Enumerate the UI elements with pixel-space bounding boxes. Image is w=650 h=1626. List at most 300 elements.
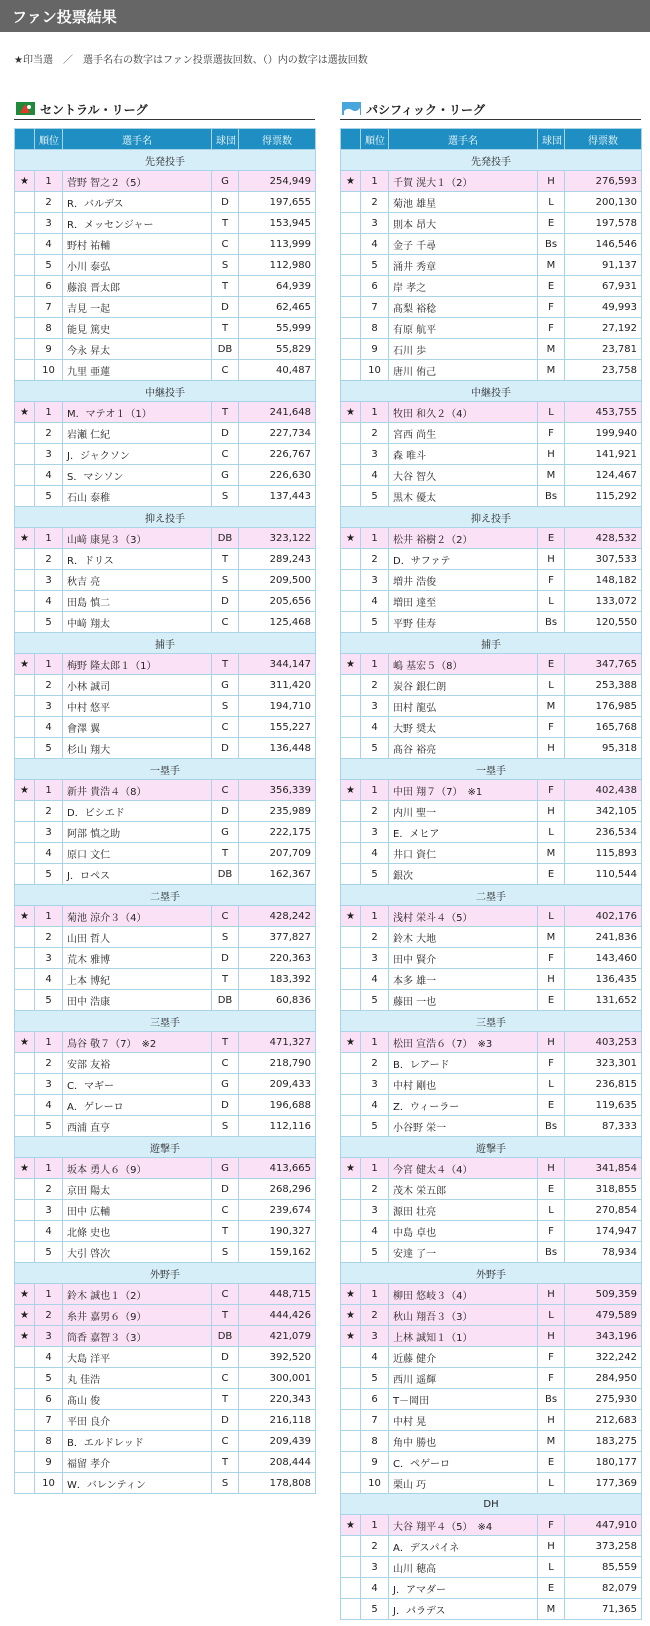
table-row <box>341 927 642 948</box>
votes-cell: 216,118 <box>239 1410 316 1431</box>
rank-cell: 6 <box>361 276 389 297</box>
elected-mark: ★ <box>341 906 361 927</box>
votes-cell: 428,532 <box>565 528 642 549</box>
elected-mark <box>341 549 361 570</box>
rank-cell: 3 <box>35 822 63 843</box>
votes-cell: 141,921 <box>565 444 642 465</box>
player-name: 大引 啓次 <box>63 1242 212 1263</box>
votes-cell: 115,292 <box>565 486 642 507</box>
votes-cell: 208,444 <box>239 1452 316 1473</box>
table-row <box>341 780 642 801</box>
player-name: 黒木 優太 <box>389 486 538 507</box>
player-name: 松田 宣浩６（7） ※3 <box>389 1032 538 1053</box>
player-name: 坂本 勇人６（9） <box>63 1158 212 1179</box>
position-row <box>341 1263 642 1284</box>
table-row <box>15 528 316 549</box>
player-name: 山﨑 康晃３（3） <box>63 528 212 549</box>
elected-mark <box>15 1431 35 1452</box>
rank-cell: 9 <box>35 1452 63 1473</box>
player-name: 福留 孝介 <box>63 1452 212 1473</box>
player-name: 藤浪 晋太郎 <box>63 276 212 297</box>
team-cell: C <box>212 234 239 255</box>
player-name: 嶋 基宏５（8） <box>389 654 538 675</box>
table-row <box>341 1452 642 1473</box>
player-name: 髙谷 裕亮 <box>389 738 538 759</box>
elected-mark <box>15 927 35 948</box>
votes-cell: 124,467 <box>565 465 642 486</box>
votes-cell: 27,192 <box>565 318 642 339</box>
table-row <box>341 339 642 360</box>
player-name: 丸 佳浩 <box>63 1368 212 1389</box>
rank-cell: 2 <box>35 192 63 213</box>
position-label: 捕手 <box>15 633 316 654</box>
team-cell: DB <box>212 864 239 885</box>
team-cell: E <box>538 864 565 885</box>
league-title: パシフィック・リーグ <box>366 103 486 117</box>
team-cell: DB <box>212 990 239 1011</box>
table-row <box>341 675 642 696</box>
team-cell: D <box>212 192 239 213</box>
rank-cell: 5 <box>361 1599 389 1620</box>
team-cell: T <box>212 1452 239 1473</box>
team-cell: M <box>538 1431 565 1452</box>
votes-cell: 146,546 <box>565 234 642 255</box>
rank-cell: 2 <box>35 801 63 822</box>
votes-cell: 289,243 <box>239 549 316 570</box>
team-cell: E <box>538 1578 565 1599</box>
rank-cell: 4 <box>361 969 389 990</box>
position-label: 遊撃手 <box>15 1137 316 1158</box>
rank-cell: 8 <box>361 318 389 339</box>
position-label: 捕手 <box>341 633 642 654</box>
player-name: 今宮 健太４（4） <box>389 1158 538 1179</box>
central-results-table <box>14 128 316 1494</box>
rank-cell: 9 <box>361 1452 389 1473</box>
position-row <box>341 150 642 171</box>
table-header-row <box>15 129 316 150</box>
elected-mark <box>15 192 35 213</box>
votes-cell: 421,079 <box>239 1326 316 1347</box>
position-row <box>15 1263 316 1284</box>
votes-cell: 62,465 <box>239 297 316 318</box>
team-cell: M <box>538 255 565 276</box>
elected-mark <box>341 738 361 759</box>
player-name: 中村 晃 <box>389 1410 538 1431</box>
table-row <box>341 1389 642 1410</box>
rank-cell: 4 <box>361 1578 389 1599</box>
elected-mark <box>341 339 361 360</box>
player-name: 田村 龍弘 <box>389 696 538 717</box>
player-name: 則本 昂大 <box>389 213 538 234</box>
elected-mark <box>341 927 361 948</box>
votes-cell: 137,443 <box>239 486 316 507</box>
team-cell: L <box>538 906 565 927</box>
player-name: 田中 広輔 <box>63 1200 212 1221</box>
rank-cell: 1 <box>361 906 389 927</box>
team-cell: T <box>212 276 239 297</box>
votes-cell: 300,001 <box>239 1368 316 1389</box>
position-row <box>15 150 316 171</box>
elected-mark <box>341 1389 361 1410</box>
elected-mark <box>15 444 35 465</box>
table-row <box>341 591 642 612</box>
team-cell: E <box>538 1095 565 1116</box>
votes-cell: 220,363 <box>239 948 316 969</box>
rank-cell: 5 <box>35 738 63 759</box>
votes-cell: 311,420 <box>239 675 316 696</box>
elected-mark <box>15 1200 35 1221</box>
votes-cell: 227,734 <box>239 423 316 444</box>
rank-cell: 1 <box>361 654 389 675</box>
team-cell: H <box>538 801 565 822</box>
team-cell: F <box>538 1053 565 1074</box>
team-cell: D <box>212 948 239 969</box>
rank-cell: 8 <box>35 318 63 339</box>
player-name: 千賀 滉大１（2） <box>389 171 538 192</box>
votes-cell: 183,392 <box>239 969 316 990</box>
elected-mark <box>15 1410 35 1431</box>
rank-cell: 4 <box>35 591 63 612</box>
player-name: 田中 賢介 <box>389 948 538 969</box>
table-row <box>15 1242 316 1263</box>
team-cell: D <box>212 591 239 612</box>
team-cell: H <box>538 444 565 465</box>
team-cell: F <box>538 1515 565 1536</box>
elected-mark <box>15 1179 35 1200</box>
col-team: 球団 <box>538 129 565 150</box>
position-label: 先発投手 <box>341 150 642 171</box>
table-row <box>15 1410 316 1431</box>
table-row <box>341 990 642 1011</box>
player-name: 大島 洋平 <box>63 1347 212 1368</box>
elected-mark <box>15 1389 35 1410</box>
player-name: 内川 聖一 <box>389 801 538 822</box>
team-cell: C <box>212 612 239 633</box>
position-row <box>341 1137 642 1158</box>
elected-mark <box>15 1473 35 1494</box>
votes-cell: 307,533 <box>565 549 642 570</box>
elected-mark <box>15 1242 35 1263</box>
player-name: 原口 文仁 <box>63 843 212 864</box>
elected-mark <box>15 1116 35 1137</box>
votes-cell: 343,196 <box>565 1326 642 1347</box>
table-row <box>341 1074 642 1095</box>
rank-cell: 2 <box>361 1053 389 1074</box>
table-row <box>341 549 642 570</box>
elected-mark <box>341 1074 361 1095</box>
player-name: 今永 昇太 <box>63 339 212 360</box>
votes-cell: 197,655 <box>239 192 316 213</box>
rank-cell: 6 <box>35 276 63 297</box>
table-row <box>341 1053 642 1074</box>
rank-cell: 1 <box>35 906 63 927</box>
elected-mark: ★ <box>15 1326 35 1347</box>
player-name: 増田 達至 <box>389 591 538 612</box>
team-cell: S <box>212 1473 239 1494</box>
player-name: B．レアード <box>389 1053 538 1074</box>
table-row <box>341 255 642 276</box>
col-team: 球団 <box>212 129 239 150</box>
player-name: 宮西 尚生 <box>389 423 538 444</box>
table-row <box>15 780 316 801</box>
elected-mark <box>15 1053 35 1074</box>
table-row <box>341 234 642 255</box>
votes-cell: 268,296 <box>239 1179 316 1200</box>
elected-mark <box>341 990 361 1011</box>
player-name: A．デスパイネ <box>389 1536 538 1557</box>
elected-mark <box>341 675 361 696</box>
player-name: 岩瀬 仁紀 <box>63 423 212 444</box>
elected-mark <box>15 864 35 885</box>
votes-cell: 220,343 <box>239 1389 316 1410</box>
elected-mark: ★ <box>341 780 361 801</box>
position-row <box>15 1011 316 1032</box>
player-name: 松井 裕樹２（2） <box>389 528 538 549</box>
col-votes: 得票数 <box>565 129 642 150</box>
position-row <box>15 381 316 402</box>
table-row <box>341 1242 642 1263</box>
votes-cell: 239,674 <box>239 1200 316 1221</box>
table-row <box>341 402 642 423</box>
votes-cell: 205,656 <box>239 591 316 612</box>
elected-mark <box>341 801 361 822</box>
team-cell: H <box>538 1032 565 1053</box>
votes-cell: 110,544 <box>565 864 642 885</box>
table-row <box>341 801 642 822</box>
votes-cell: 403,253 <box>565 1032 642 1053</box>
table-row <box>341 1347 642 1368</box>
table-row <box>15 276 316 297</box>
legend-note: ★印当選 ／ 選手名右の数字はファン投票選抜回数、（）内の数字は選抜回数 <box>14 55 368 66</box>
team-cell: T <box>212 654 239 675</box>
elected-mark <box>15 360 35 381</box>
rank-cell: 1 <box>35 171 63 192</box>
elected-mark <box>341 1599 361 1620</box>
rank-cell: 10 <box>35 360 63 381</box>
votes-cell: 235,989 <box>239 801 316 822</box>
elected-mark <box>341 1242 361 1263</box>
elected-mark <box>341 234 361 255</box>
rank-cell: 2 <box>361 1305 389 1326</box>
table-row <box>15 654 316 675</box>
team-cell: C <box>212 360 239 381</box>
team-cell: S <box>212 927 239 948</box>
table-row <box>15 486 316 507</box>
votes-cell: 212,683 <box>565 1410 642 1431</box>
rank-cell: 3 <box>361 213 389 234</box>
player-name: 中﨑 翔太 <box>63 612 212 633</box>
elected-mark <box>15 213 35 234</box>
votes-cell: 448,715 <box>239 1284 316 1305</box>
table-row <box>341 1179 642 1200</box>
rank-cell: 2 <box>361 192 389 213</box>
rank-cell: 7 <box>35 297 63 318</box>
table-row <box>15 402 316 423</box>
position-row <box>15 759 316 780</box>
elected-mark <box>341 444 361 465</box>
table-row <box>341 738 642 759</box>
table-row <box>341 192 642 213</box>
page-header <box>0 0 650 32</box>
elected-mark <box>15 339 35 360</box>
table-row <box>341 465 642 486</box>
player-name: 田島 慎二 <box>63 591 212 612</box>
player-name: 石川 歩 <box>389 339 538 360</box>
team-cell: DB <box>212 1326 239 1347</box>
team-cell: L <box>538 1557 565 1578</box>
votes-cell: 60,836 <box>239 990 316 1011</box>
position-row <box>341 885 642 906</box>
votes-cell: 197,578 <box>565 213 642 234</box>
elected-mark <box>341 570 361 591</box>
rank-cell: 4 <box>35 1347 63 1368</box>
rank-cell: 8 <box>35 1431 63 1452</box>
table-row <box>341 360 642 381</box>
player-name: 増井 浩俊 <box>389 570 538 591</box>
elected-mark <box>15 570 35 591</box>
elected-mark <box>15 1452 35 1473</box>
position-label: 三塁手 <box>341 1011 642 1032</box>
player-name: B．エルドレッド <box>63 1431 212 1452</box>
rank-cell: 5 <box>35 1242 63 1263</box>
votes-cell: 453,755 <box>565 402 642 423</box>
team-cell: C <box>212 1284 239 1305</box>
elected-mark <box>341 1200 361 1221</box>
votes-cell: 276,593 <box>565 171 642 192</box>
position-row <box>341 1494 642 1515</box>
table-row <box>341 612 642 633</box>
votes-cell: 323,301 <box>565 1053 642 1074</box>
table-row <box>15 675 316 696</box>
rank-cell: 10 <box>361 360 389 381</box>
team-cell: H <box>538 969 565 990</box>
votes-cell: 447,910 <box>565 1515 642 1536</box>
team-cell: M <box>538 465 565 486</box>
table-row <box>15 1452 316 1473</box>
team-cell: M <box>538 339 565 360</box>
table-row <box>15 171 316 192</box>
elected-mark <box>15 612 35 633</box>
rank-cell: 5 <box>35 612 63 633</box>
rank-cell: 3 <box>361 1200 389 1221</box>
rank-cell: 1 <box>361 528 389 549</box>
player-name: 栗山 巧 <box>389 1473 538 1494</box>
votes-cell: 82,079 <box>565 1578 642 1599</box>
player-name: 安部 友裕 <box>63 1053 212 1074</box>
position-row <box>15 633 316 654</box>
table-row <box>15 465 316 486</box>
elected-mark <box>341 591 361 612</box>
votes-cell: 131,652 <box>565 990 642 1011</box>
votes-cell: 71,365 <box>565 1599 642 1620</box>
rank-cell: 1 <box>35 528 63 549</box>
elected-mark <box>341 696 361 717</box>
team-cell: C <box>212 1431 239 1452</box>
player-name: 炭谷 銀仁朗 <box>389 675 538 696</box>
player-name: 阿部 慎之助 <box>63 822 212 843</box>
elected-mark: ★ <box>15 780 35 801</box>
votes-cell: 209,500 <box>239 570 316 591</box>
player-name: 髙山 俊 <box>63 1389 212 1410</box>
team-cell: F <box>538 423 565 444</box>
elected-mark <box>15 738 35 759</box>
table-row <box>15 213 316 234</box>
team-cell: M <box>538 696 565 717</box>
team-cell: M <box>538 843 565 864</box>
team-cell: D <box>212 1179 239 1200</box>
team-cell: E <box>538 213 565 234</box>
elected-mark <box>15 297 35 318</box>
col-rank: 順位 <box>35 129 63 150</box>
rank-cell: 3 <box>35 1326 63 1347</box>
rank-cell: 3 <box>35 570 63 591</box>
rank-cell: 2 <box>35 1179 63 1200</box>
player-name: 菊池 涼介３（4） <box>63 906 212 927</box>
rank-cell: 2 <box>361 549 389 570</box>
player-name: 涌井 秀章 <box>389 255 538 276</box>
team-cell: E <box>538 654 565 675</box>
table-row <box>15 423 316 444</box>
player-name: 鈴木 大地 <box>389 927 538 948</box>
votes-cell: 241,648 <box>239 402 316 423</box>
table-row <box>15 360 316 381</box>
table-row <box>15 591 316 612</box>
rank-cell: 4 <box>35 717 63 738</box>
player-name: 上林 誠知１（1） <box>389 1326 538 1347</box>
rank-cell: 2 <box>35 927 63 948</box>
table-row <box>341 1095 642 1116</box>
pacific-results-table <box>340 128 642 1620</box>
player-name: 安達 了一 <box>389 1242 538 1263</box>
votes-cell: 344,147 <box>239 654 316 675</box>
team-cell: F <box>538 717 565 738</box>
player-name: 大野 奨太 <box>389 717 538 738</box>
votes-cell: 236,815 <box>565 1074 642 1095</box>
position-row <box>15 885 316 906</box>
table-row <box>341 906 642 927</box>
table-row <box>341 444 642 465</box>
table-row <box>15 192 316 213</box>
player-name: 本多 雄一 <box>389 969 538 990</box>
rank-cell: 5 <box>35 255 63 276</box>
elected-mark <box>15 591 35 612</box>
rank-cell: 1 <box>361 1158 389 1179</box>
team-cell: Bs <box>538 612 565 633</box>
elected-mark: ★ <box>15 654 35 675</box>
rank-cell: 1 <box>361 1032 389 1053</box>
table-row <box>15 612 316 633</box>
rank-cell: 3 <box>361 822 389 843</box>
elected-mark <box>15 423 35 444</box>
votes-cell: 23,758 <box>565 360 642 381</box>
player-name: 中島 卓也 <box>389 1221 538 1242</box>
table-row <box>341 1536 642 1557</box>
rank-cell: 3 <box>361 1074 389 1095</box>
player-name: 鈴木 誠也１（2） <box>63 1284 212 1305</box>
votes-cell: 318,855 <box>565 1179 642 1200</box>
rank-cell: 7 <box>361 297 389 318</box>
player-name: 秋山 翔吾３（3） <box>389 1305 538 1326</box>
team-cell: G <box>212 1074 239 1095</box>
table-row <box>341 1200 642 1221</box>
table-row <box>341 1221 642 1242</box>
player-name: 小谷野 栄一 <box>389 1116 538 1137</box>
elected-mark: ★ <box>341 171 361 192</box>
table-row <box>15 1074 316 1095</box>
player-name: D．サファテ <box>389 549 538 570</box>
position-row <box>15 1137 316 1158</box>
votes-cell: 471,327 <box>239 1032 316 1053</box>
